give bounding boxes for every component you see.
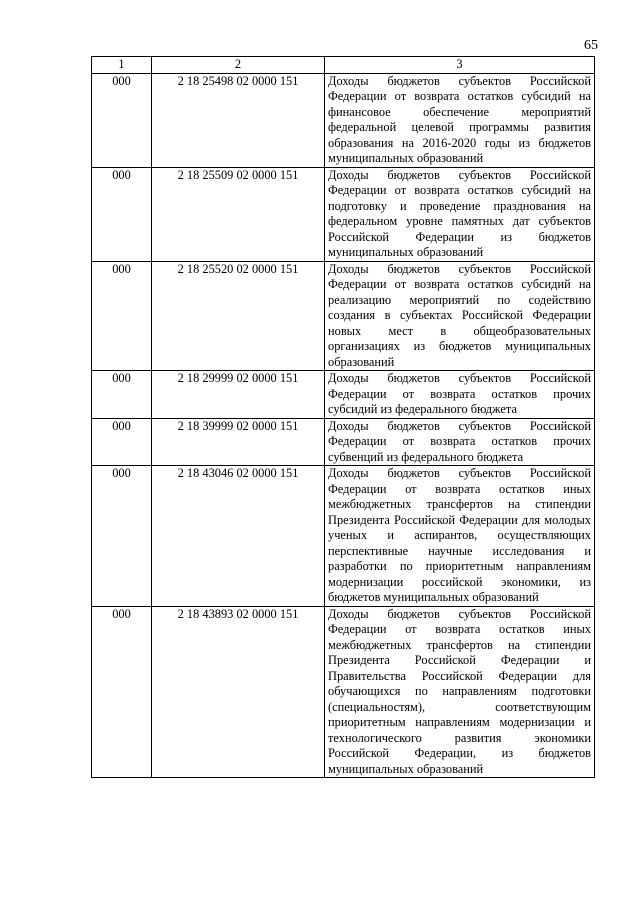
admin-code-cell: 000 [92,371,152,419]
table-row [92,466,595,607]
admin-code-cell: 000 [92,167,152,261]
column-header-3: 3 [325,57,595,74]
column-header-2: 2 [152,57,325,74]
table-row [92,606,595,778]
admin-code-cell: 000 [92,606,152,778]
budget-classification-code-cell: 2 18 25498 02 0000 151 [152,73,325,167]
revenue-description-cell: Доходы бюджетов субъектов Российской Федерации от возврата остатков субсидий на подготовку и проведение празднования на федеральном уровне памятных дат субъектов Российской Федерации из бюджетов муниципальных образований [325,167,595,261]
budget-classification-code-cell: 2 18 43046 02 0000 151 [152,466,325,607]
budget-revenue-table [91,56,595,778]
admin-code-cell: 000 [92,418,152,466]
budget-classification-code-cell: 2 18 39999 02 0000 151 [152,418,325,466]
page-number: 65 [584,38,598,53]
column-header-1: 1 [92,57,152,74]
admin-code-cell: 000 [92,73,152,167]
revenue-description-cell: Доходы бюджетов субъектов Российской Федерации от возврата остатков прочих субвенций из федерального бюджета [325,418,595,466]
table-row [92,261,595,371]
budget-classification-code-cell: 2 18 25520 02 0000 151 [152,261,325,371]
budget-classification-code-cell: 2 18 43893 02 0000 151 [152,606,325,778]
admin-code-cell: 000 [92,466,152,607]
admin-code-cell: 000 [92,261,152,371]
revenue-description-cell: Доходы бюджетов субъектов Российской Федерации от возврата остатков прочих субсидий из федерального бюджета [325,371,595,419]
revenue-description-cell: Доходы бюджетов субъектов Российской Федерации от возврата остатков субсидий на реализацию мероприятий по содействию создания в субъектах Российской Федерации новых мест в общеобразовательных организациях из бюджетов муниципальных образований [325,261,595,371]
table-row [92,167,595,261]
table-row [92,371,595,419]
table-row [92,418,595,466]
budget-classification-code-cell: 2 18 29999 02 0000 151 [152,371,325,419]
budget-classification-code-cell: 2 18 25509 02 0000 151 [152,167,325,261]
table-header-row [92,57,595,74]
revenue-description-cell: Доходы бюджетов субъектов Российской Федерации от возврата остатков иных межбюджетных трансфертов на стипендии Президента Российской Федерации и Правительства Российской Федерации для обучающихся по направлениям подготовки (специальностям), соответствующим приоритетным направлениям модернизации и технологического развития экономики Российской Федерации, из бюджетов муниципальных образований [325,606,595,778]
revenue-description-cell: Доходы бюджетов субъектов Российской Федерации от возврата остатков субсидий на финансовое обеспечение мероприятий федеральной целевой программы развития образования на 2016-2020 годы из бюджетов муниципальных образований [325,73,595,167]
revenue-description-cell: Доходы бюджетов субъектов Российской Федерации от возврата остатков иных межбюджетных трансфертов на стипендии Президента Российской Федерации для молодых ученых и аспирантов, осуществляющих перспективные научные исследования и разработки по приоритетным направлениям модернизации российской экономики, из бюджетов муниципальных образований [325,466,595,607]
table-row [92,73,595,167]
